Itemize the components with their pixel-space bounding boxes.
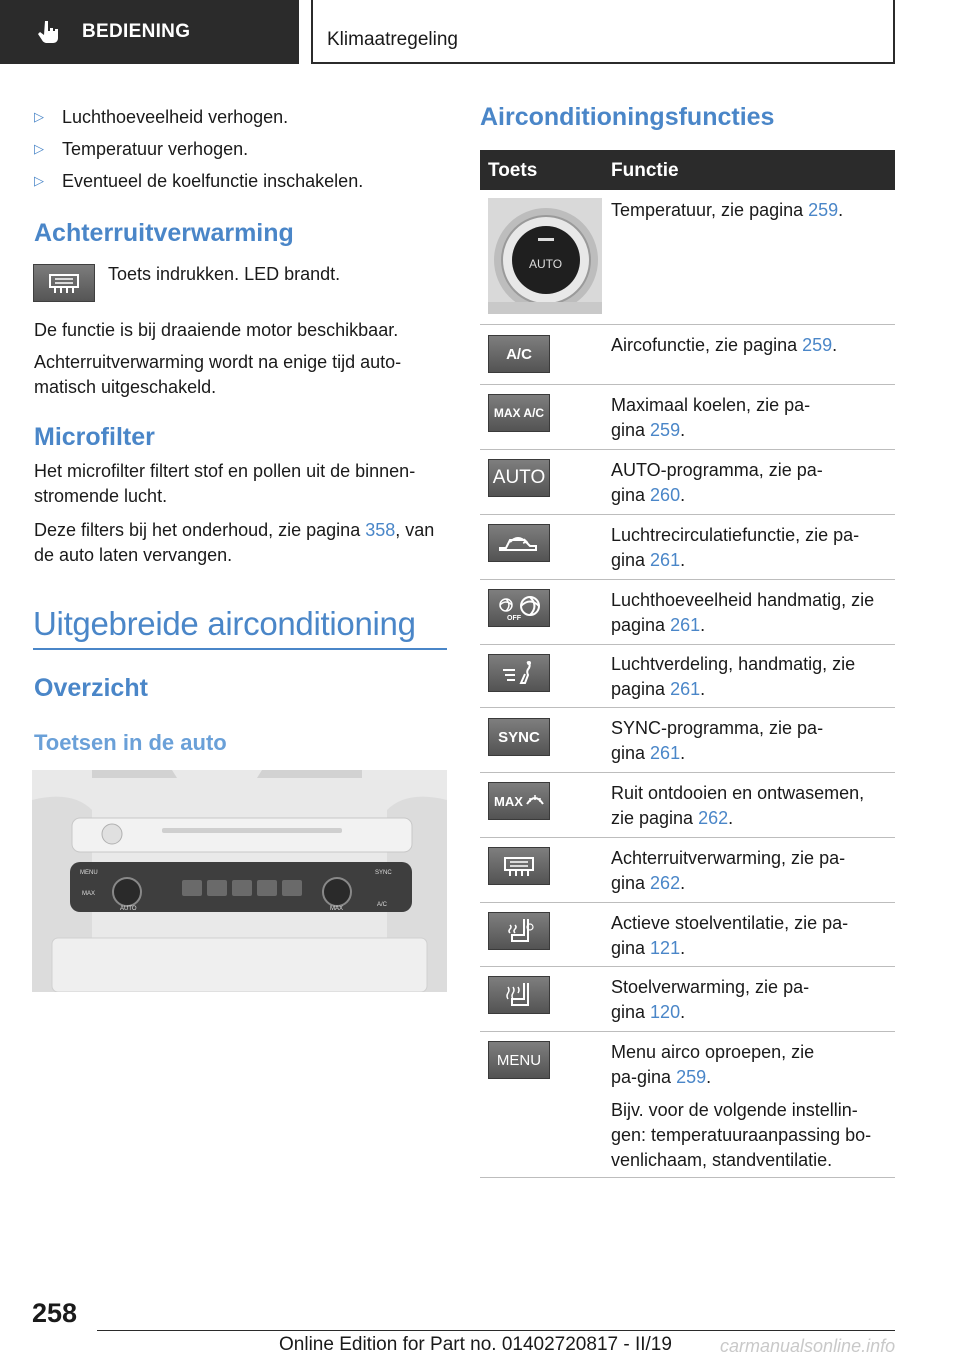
- paragraph: Deze filters bij het onderhoud, zie pagina 358, van de auto laten vervangen.: [34, 520, 435, 565]
- function-text: Stoelverwarming, zie pa-gina 120.: [611, 977, 810, 1022]
- heading-ac-functions: Airconditioningsfuncties: [480, 103, 775, 131]
- function-text: SYNC-programma, zie pa-gina 261.: [611, 718, 824, 763]
- main-title: Uitgebreide airconditioning: [33, 605, 416, 642]
- heading-microfilter: Microfilter: [34, 423, 155, 451]
- table-row: [480, 515, 895, 580]
- instruction-text: Toets indrukken. LED brandt.: [108, 264, 341, 284]
- page-link[interactable]: 260: [650, 485, 681, 505]
- svg-text:AUTO: AUTO: [529, 257, 563, 271]
- function-text: Luchtverdeling, handmatig, zie pagina 261.: [611, 654, 856, 699]
- function-text: Luchthoeveelheid handmatig, zie pagina 261.: [611, 590, 875, 635]
- heading-rear-window-heating: Achterruitverwarming: [34, 219, 294, 247]
- temperature-dial-icon: [488, 198, 602, 314]
- paragraph: Het microfilter filtert stof en pollen uit de binnen-stromende lucht.: [34, 461, 416, 506]
- list-item: ▷ Eventueel de koelfunctie inschakelen.: [34, 171, 364, 191]
- air-distribution-icon: [488, 654, 550, 692]
- auto-button-icon: AUTO: [488, 459, 550, 497]
- max-ac-button-icon: MAX A/C: [488, 394, 550, 432]
- page-link[interactable]: 261: [670, 615, 701, 635]
- table-row: [480, 708, 895, 773]
- chapter-header: [311, 0, 895, 64]
- table-row: [480, 903, 895, 967]
- list-item: ▷ Luchthoeveelheid verhogen.: [34, 107, 289, 127]
- climate-panel-photo: [32, 770, 447, 992]
- table-row: [480, 580, 895, 645]
- svg-text:SYNC: SYNC: [375, 870, 392, 876]
- svg-text:AUTO: AUTO: [120, 906, 137, 912]
- triangle-bullet-icon: ▷: [34, 141, 44, 156]
- rear-window-heating-icon: [488, 847, 550, 885]
- svg-text:OFF: OFF: [507, 615, 521, 622]
- watermark: carmanualsonline.info: [720, 1336, 896, 1356]
- hand-pointer-icon: [36, 19, 62, 45]
- heading-buttons-in-car: Toetsen in de auto: [34, 730, 227, 755]
- function-text: Temperatuur, zie pagina 259.: [611, 200, 844, 220]
- page-link[interactable]: 259: [650, 420, 681, 440]
- edition-text: Online Edition for Part no. 01402720817 - II/19: [279, 1334, 672, 1355]
- svg-text:MENU: MENU: [80, 870, 98, 876]
- table-row: [480, 325, 895, 385]
- page-link[interactable]: 261: [650, 550, 681, 570]
- table-header: [480, 150, 895, 190]
- svg-text:MAX: MAX: [330, 906, 344, 912]
- table-row: [480, 838, 895, 903]
- title-rule: [33, 648, 447, 650]
- page-link[interactable]: 261: [650, 743, 681, 763]
- seat-ventilation-icon: [488, 912, 550, 950]
- paragraph: De functie is bij draaiende motor beschikbaar.: [34, 320, 399, 340]
- function-text: Menu airco oproepen, zie pa-gina 259.: [611, 1042, 815, 1087]
- chapter-title: Klimaatregeling: [327, 29, 458, 50]
- page-link[interactable]: 262: [650, 873, 681, 893]
- page-link[interactable]: 259: [808, 200, 839, 220]
- list-item: ▷ Temperatuur verhogen.: [34, 139, 249, 159]
- svg-text:MAX: MAX: [82, 891, 96, 897]
- rear-window-heating-button-icon: [33, 264, 95, 302]
- section-title: BEDIENING: [82, 21, 191, 42]
- function-note: Bijv. voor de volgende instellin-gen: temperatuuraanpassing bo-venlichaam, standventilatie.: [611, 1100, 872, 1170]
- paragraph: Achterruitverwarming wordt na enige tijd auto-matisch uitgeschakeld.: [34, 352, 402, 397]
- table-row: [480, 385, 895, 450]
- menu-button-icon: MENU: [488, 1041, 550, 1079]
- page-link[interactable]: 121: [650, 938, 681, 958]
- triangle-bullet-icon: ▷: [34, 109, 44, 124]
- ac-button-icon: A/C: [488, 335, 550, 373]
- svg-text:A/C: A/C: [377, 902, 388, 908]
- triangle-bullet-icon: ▷: [34, 173, 44, 188]
- heading-overview: Overzicht: [34, 674, 148, 702]
- page-link[interactable]: 259: [676, 1067, 707, 1087]
- footer-rule: [97, 1330, 895, 1331]
- function-text: Aircofunctie, zie pagina 259.: [611, 335, 838, 355]
- max-defrost-icon: [488, 782, 550, 820]
- table-row: [480, 1032, 895, 1178]
- column-header-function: Functie: [611, 160, 679, 181]
- seat-heating-icon: [488, 976, 550, 1014]
- page-link[interactable]: 259: [802, 335, 833, 355]
- function-text: Achterruitverwarming, zie pa-gina 262.: [611, 848, 846, 893]
- page-link[interactable]: 262: [698, 808, 729, 828]
- table-row: [480, 450, 895, 515]
- section-header: [0, 0, 299, 64]
- column-header-key: Toets: [488, 160, 538, 181]
- function-text: Maximaal koelen, zie pa-gina 259.: [611, 395, 811, 440]
- svg-text:MAX: MAX: [494, 794, 523, 809]
- function-text: Ruit ontdooien en ontwasemen, zie pagina 262.: [611, 783, 865, 828]
- function-text: Actieve stoelventilatie, zie pa-gina 121.: [611, 913, 849, 958]
- page-number: 258: [32, 1298, 78, 1328]
- table-row: [480, 190, 895, 325]
- sync-button-icon: SYNC: [488, 718, 550, 756]
- table-row: [480, 773, 895, 838]
- table-row: [480, 967, 895, 1032]
- page-link[interactable]: 358: [365, 520, 396, 540]
- function-text: Luchtrecirculatiefunctie, zie pa-gina 261.: [611, 525, 860, 570]
- page-link[interactable]: 261: [670, 679, 701, 699]
- table-row: [480, 645, 895, 708]
- function-text: AUTO-programma, zie pa-gina 260.: [611, 460, 823, 505]
- recirculation-icon: [488, 524, 550, 562]
- page-link[interactable]: 120: [650, 1002, 681, 1022]
- fan-speed-icon: [488, 589, 550, 627]
